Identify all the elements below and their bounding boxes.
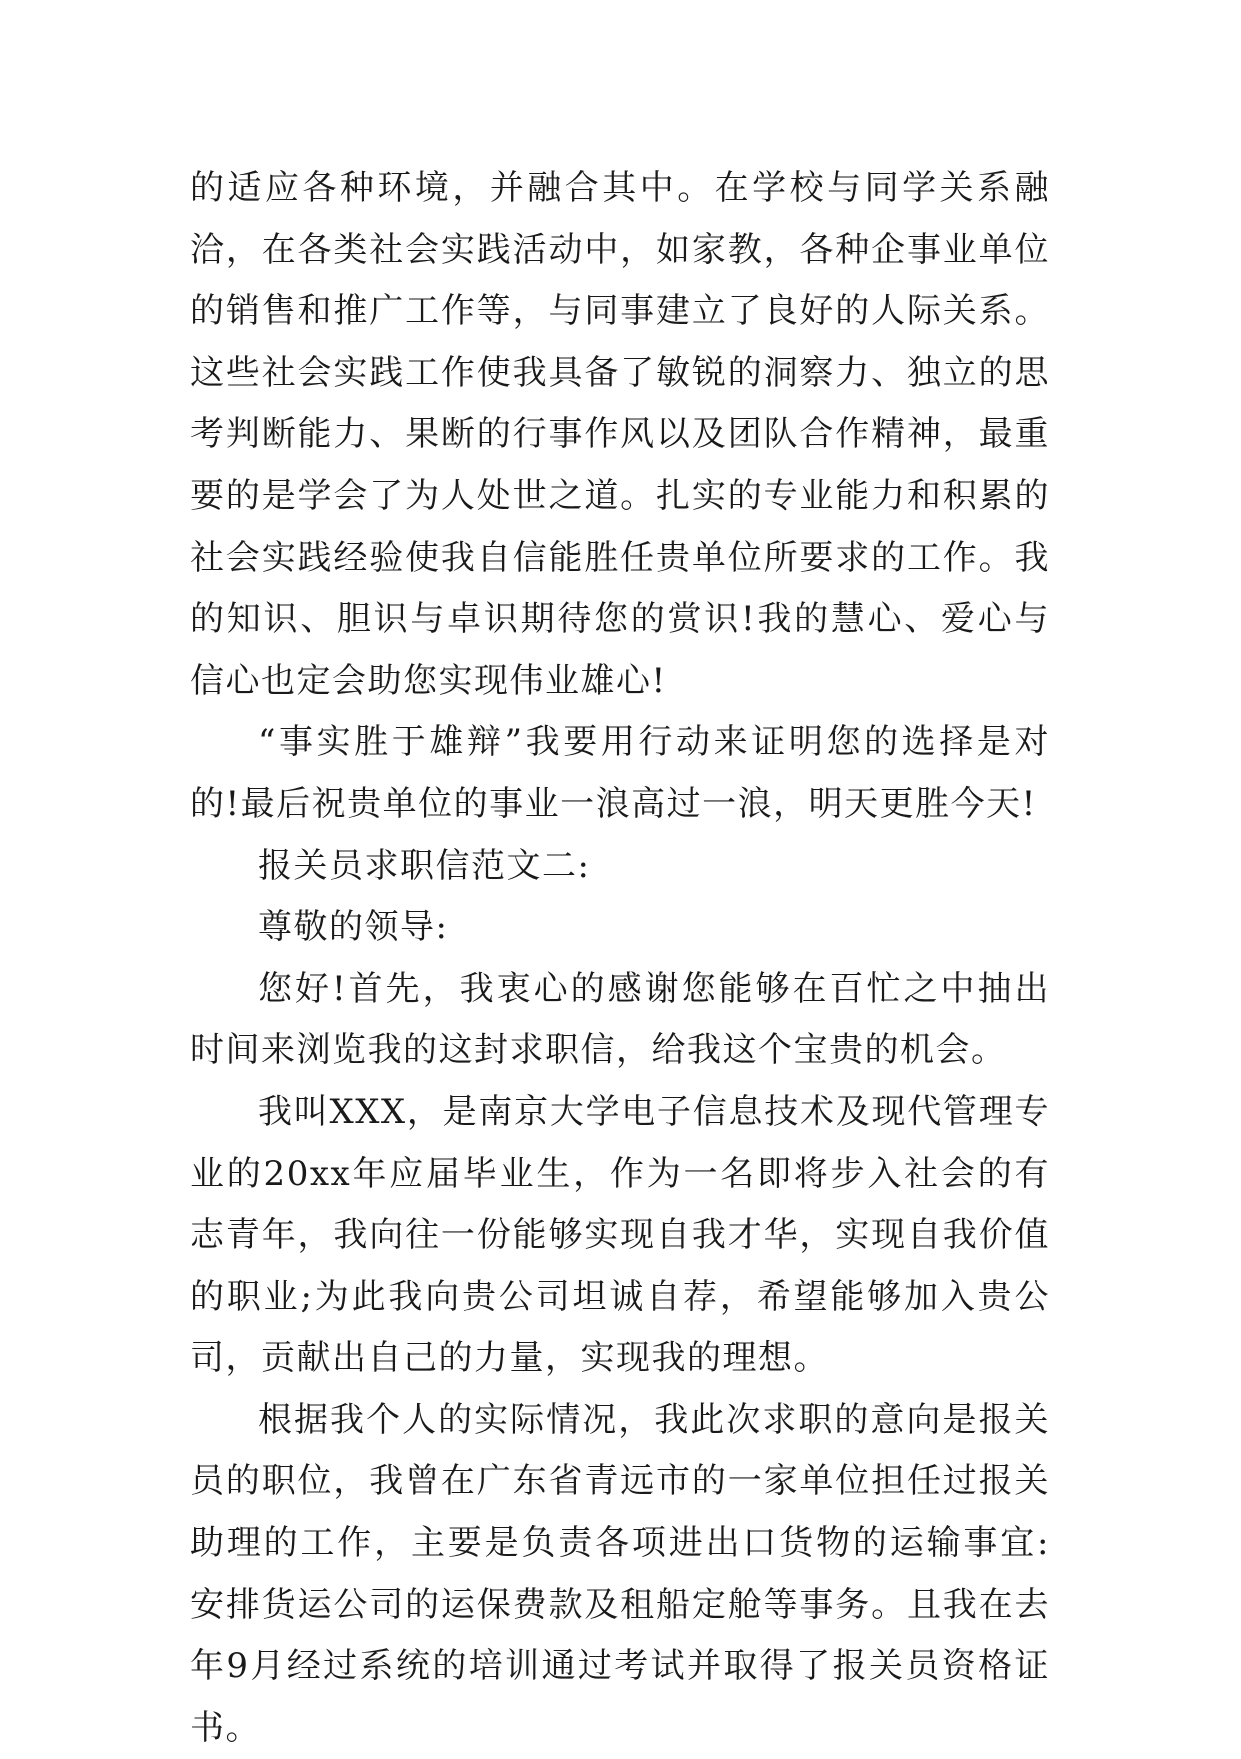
paragraph-self-introduction-continued: 的适应各种环境，并融合其中。在学校与同学关系融洽，在各类社会实践活动中，如家教，各种企事业单位的销售和推广工作等，与同事建立了良好的人际关系。这些社会实践工作使我具备了敏锐的洞察力、独立的思考判断能力、果断的行事作风以及团队合作精神，最重要的是学会了为人处世之道。扎实的专业能力和积累的社会实践经验使我自信能胜任贵单位所要求的工作。我的知识、胆识与卓识期待您的赏识!我的慧心、爱心与信心也定会助您实现伟业雄心!: [190, 168, 1050, 701]
paragraph-greeting: 您好!首先，我衷心的感谢您能够在百忙之中抽出时间来浏览我的这封求职信，给我这个宝贵的机会。: [190, 968, 1050, 1071]
paragraph-experience: 根据我个人的实际情况，我此次求职的意向是报关员的职位，我曾在广东省青远市的一家单位担任过报关助理的工作，主要是负责各项进出口货物的运输事宜:安排货运公司的运保费款及租船定舱等事务。且我在去年9月经过系统的培训通过考试并取得了报关员资格证书。: [190, 1399, 1050, 1748]
section-heading-sample-two: 报关员求职信范文二:: [258, 845, 591, 886]
salutation: 尊敬的领导:: [258, 907, 449, 948]
letter-body: [190, 158, 1050, 1759]
paragraph-introduction: 我叫XXX，是南京大学电子信息技术及现代管理专业的20xx年应届毕业生，作为一名即将步入社会的有志青年，我向往一份能够实现自我才华，实现自我价值的职业;为此我向贵公司坦诚自荐，希望能够加入贵公司，贡献出自己的力量，实现我的理想。: [190, 1091, 1050, 1379]
paragraph-closing-wishes: “事实胜于雄辩”我要用行动来证明您的选择是对的!最后祝贵单位的事业一浪高过一浪，明天更胜今天!: [190, 722, 1050, 824]
